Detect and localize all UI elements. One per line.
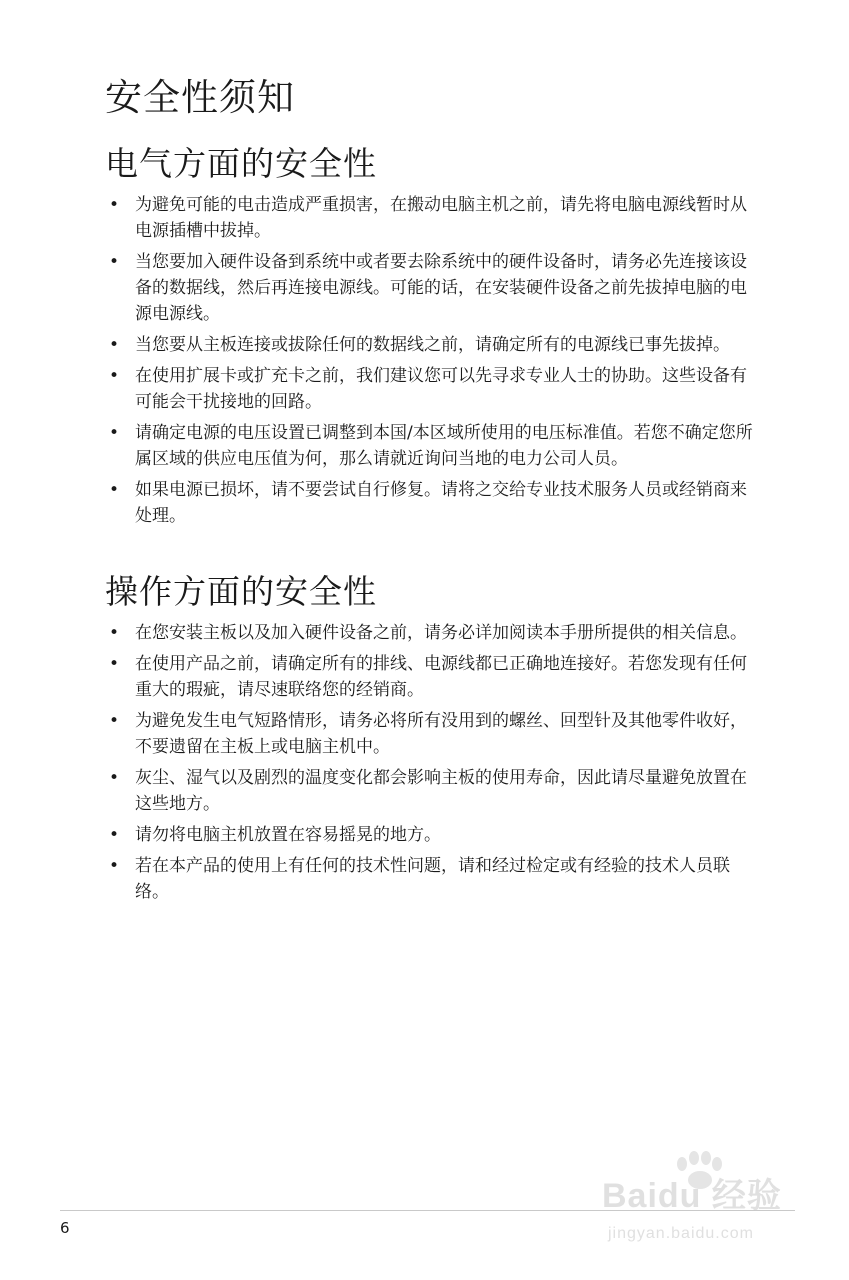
bullet-icon: •	[109, 195, 120, 215]
list-item-text: 若在本产品的使用上有任何的技术性问题，请和经过检定或有经验的技术人员联络。	[135, 856, 730, 902]
list-item	[105, 651, 755, 703]
operational-safety-list	[105, 620, 755, 910]
list-item-text: 当您要加入硬件设备到系统中或者要去除系统中的硬件设备时，请务必先连接该设备的数据线，然后再连接电源线。可能的话，在安装硬件设备之前先拔掉电脑的电源电源线。	[135, 252, 747, 324]
list-item	[105, 249, 755, 327]
bullet-icon: •	[109, 856, 120, 876]
list-item	[105, 192, 755, 244]
bullet-icon: •	[109, 252, 120, 272]
list-item	[105, 420, 755, 472]
electrical-safety-list	[105, 192, 755, 534]
watermark-url-text: jingyan.baidu.com	[608, 1225, 754, 1242]
section-heading-electrical: 电气方面的安全性	[105, 144, 377, 183]
page-title: 安全性须知	[105, 76, 295, 119]
bullet-icon: •	[109, 623, 120, 643]
bullet-icon: •	[109, 423, 120, 443]
list-item-text: 在使用扩展卡或扩充卡之前，我们建议您可以先寻求专业人士的协助。这些设备有可能会干扰接地的回路。	[135, 366, 747, 412]
list-item-text: 为避免可能的电击造成严重损害，在搬动电脑主机之前，请先将电脑电源线暂时从电源插槽中拔掉。	[135, 195, 747, 241]
list-item	[105, 363, 755, 415]
bullet-icon: •	[109, 654, 120, 674]
bullet-icon: •	[109, 711, 120, 731]
watermark-brand-text: Baidu 经验	[602, 1177, 782, 1215]
list-item	[105, 620, 755, 646]
bullet-icon: •	[109, 480, 120, 500]
list-item	[105, 477, 755, 529]
list-item-text: 在您安装主板以及加入硬件设备之前，请务必详加阅读本手册所提供的相关信息。	[135, 623, 747, 643]
list-item-text: 灰尘、湿气以及剧烈的温度变化都会影响主板的使用寿命，因此请尽量避免放置在这些地方。	[135, 768, 747, 814]
list-item-text: 当您要从主板连接或拔除任何的数据线之前，请确定所有的电源线已事先拔掉。	[135, 335, 730, 355]
list-item-text: 如果电源已损坏，请不要尝试自行修复。请将之交给专业技术服务人员或经销商来处理。	[135, 480, 747, 526]
list-item	[105, 765, 755, 817]
bullet-icon: •	[109, 768, 120, 788]
section-heading-operational: 操作方面的安全性	[105, 572, 377, 611]
list-item-text: 为避免发生电气短路情形，请务必将所有没用到的螺丝、回型针及其他零件收好，不要遗留在主板上或电脑主机中。	[135, 711, 747, 757]
list-item	[105, 853, 755, 905]
list-item-text: 请确定电源的电压设置已调整到本国/本区域所使用的电压标准值。若您不确定您所属区域的供应电压值为何，那么请就近询问当地的电力公司人员。	[135, 423, 753, 469]
list-item-text: 在使用产品之前，请确定所有的排线、电源线都已正确地连接好。若您发现有任何重大的瑕疵，请尽速联络您的经销商。	[135, 654, 747, 700]
list-item	[105, 332, 755, 358]
list-item	[105, 822, 755, 848]
list-item-text: 请勿将电脑主机放置在容易摇晃的地方。	[135, 825, 441, 845]
bullet-icon: •	[109, 825, 120, 845]
baidu-jingyan-watermark	[600, 1150, 815, 1255]
bullet-icon: •	[109, 335, 120, 355]
page-number: 6	[60, 1219, 70, 1237]
list-item	[105, 708, 755, 760]
bullet-icon: •	[109, 366, 120, 386]
